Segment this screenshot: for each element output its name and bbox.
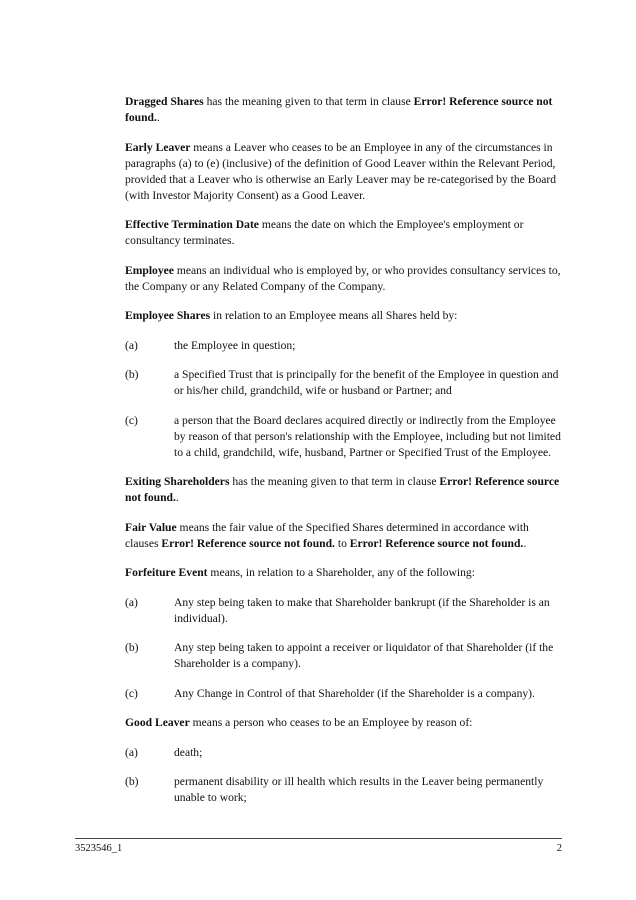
list-item-text: a person that the Board declares acquired directly or indirectly from the Employee by reason of that person's relationship with the Employee, including but not limited to a child, grandchild, wife, husband, Partner or Specified Trust of the Employee.	[174, 413, 561, 459]
defined-term: Fair Value	[125, 520, 177, 534]
defined-term: Employee Shares	[125, 309, 211, 322]
definition-text: means, in relation to a Shareholder, any of the following:	[207, 566, 475, 579]
definition-text: has the meaning given to that term in clause	[203, 95, 414, 108]
reference-error: Error! Reference source not found.	[349, 536, 524, 550]
list-item-text: death;	[174, 745, 203, 759]
list-item-label: (b)	[125, 775, 139, 788]
list-item-text: Any step being taken to appoint a receiver or liquidator of that Shareholder (if the Shareholder is a company).	[174, 641, 554, 670]
footer-divider	[75, 838, 562, 839]
definition-fair-value	[125, 520, 565, 552]
definition-forfeiture-event	[125, 565, 565, 581]
list-item	[125, 595, 565, 627]
reference-error: Error! Reference source not found.	[125, 95, 553, 124]
defined-term: Employee	[125, 263, 174, 277]
list-item	[125, 745, 565, 761]
reference-error: Error! Reference source not found.	[161, 536, 335, 550]
list-item-label: (b)	[125, 641, 139, 654]
definitions-body	[125, 94, 565, 820]
definition-employee-shares	[125, 308, 565, 324]
defined-term: Exiting Shareholders	[125, 475, 230, 488]
list-item	[125, 367, 565, 399]
list-item-label: (a)	[125, 338, 138, 352]
definition-text: means a Leaver who ceases to be an Employee in any of the circumstances in paragraphs (a) to (e) (inclusive) of the definition of Good Leaver within the Relevant Period, provided that a Leaver who is otherwise an Early Leaver may be re-categorised by the Board (with Investor Majority Consent) as a Good Leaver.	[125, 140, 557, 202]
definition-text: means a person who ceases to be an Employee by reason of:	[189, 716, 473, 729]
definition-text: means an individual who is employed by, or who provides consultancy services to, the Company or any Related Company of the Company.	[125, 263, 561, 293]
list-item-text: permanent disability or ill health which results in the Leaver being permanently unable to work;	[174, 775, 544, 804]
definition-text-mid: to	[334, 536, 350, 550]
definition-text: has the meaning given to that term in clause	[229, 475, 440, 488]
defined-term: Good Leaver	[125, 716, 190, 729]
list-item-text: Any step being taken to make that Shareholder bankrupt (if the Shareholder is an individual).	[174, 595, 550, 625]
list-item-label: (a)	[125, 595, 138, 609]
definition-text: in relation to an Employee means all Shares held by:	[210, 309, 458, 322]
list-item-label: (b)	[125, 368, 139, 381]
defined-term: Effective Termination Date	[125, 218, 259, 231]
defined-term: Dragged Shares	[125, 95, 204, 108]
list-item-text: a Specified Trust that is principally for the benefit of the Employee in question and or his/her child, grandchild, wife or husband or Partner; and	[174, 368, 559, 397]
list-item-label: (c)	[125, 686, 138, 700]
definition-end: .	[156, 111, 160, 124]
definition-text: means the date on which the Employee's employment or consultancy terminates.	[125, 218, 524, 247]
definition-dragged-shares	[125, 94, 565, 126]
list-item	[125, 640, 565, 672]
defined-term: Early Leaver	[125, 140, 191, 154]
list-item-text: the Employee in question;	[174, 338, 296, 352]
list-item-label: (c)	[125, 413, 138, 427]
definition-exiting-shareholders	[125, 474, 565, 506]
list-item	[125, 338, 565, 354]
list-item	[125, 686, 565, 702]
definition-early-leaver	[125, 140, 565, 204]
list-item	[125, 774, 565, 806]
definition-good-leaver	[125, 715, 565, 731]
footer-page-number: 2	[556, 843, 562, 854]
list-item-text: Any Change in Control of that Shareholder (if the Shareholder is a company).	[174, 686, 535, 700]
reference-error: Error! Reference source not found.	[125, 475, 560, 504]
definition-end: .	[175, 491, 179, 504]
definition-effective-termination-date	[125, 217, 565, 249]
list-item	[125, 413, 565, 461]
defined-term: Forfeiture Event	[125, 566, 208, 579]
list-item-label: (a)	[125, 745, 138, 759]
definition-end: .	[523, 536, 527, 550]
definition-employee	[125, 263, 565, 295]
footer-document-reference: 3523546_1	[75, 843, 123, 854]
definition-text: means the fair value of the Specified Shares determined in accordance with clauses	[125, 520, 529, 550]
